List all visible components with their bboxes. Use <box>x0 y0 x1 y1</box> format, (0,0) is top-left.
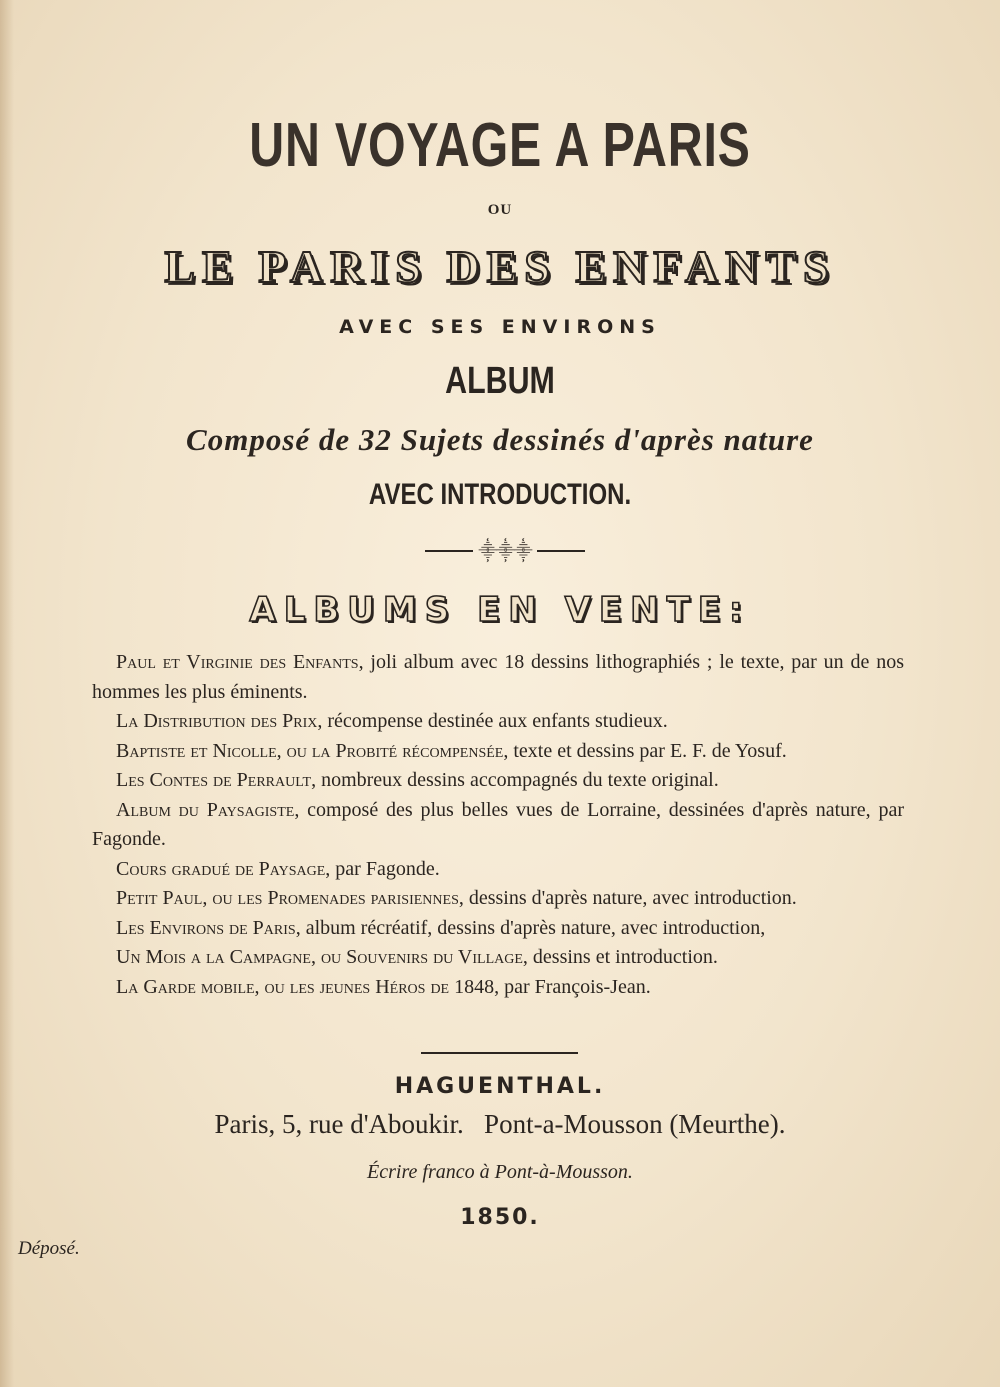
album-description: , récompense destinée aux enfants studieux. <box>317 710 668 732</box>
album-title: Les Environs de Paris <box>116 916 296 939</box>
album-entry <box>92 766 904 796</box>
divider-ornament <box>425 541 585 561</box>
album-entry <box>92 884 904 914</box>
introduction-label: AVEC INTRODUCTION. <box>368 478 632 511</box>
album-description: , texte et dessins par E. F. de Yosuf. <box>503 739 787 762</box>
album-description: , nombreux dessins accompagnés du texte original. <box>311 769 719 791</box>
title-line-3: AVEC SES ENVIRONS <box>339 316 661 338</box>
album-description: , album récréatif, dessins d'après nature, avec introduction, <box>295 916 766 939</box>
sale-heading: ALBUMS EN VENTE: <box>249 590 751 630</box>
write-note: Écrire franco à Pont-à-Mousson. <box>367 1161 633 1183</box>
title-line-2: LE PARIS DES ENFANTS <box>164 241 836 292</box>
album-title: Petit Paul, ou les Promenades parisiennes <box>116 887 459 909</box>
deposit-mark: Déposé. <box>18 1238 80 1259</box>
ornament-flourish: ⸎⸎⸎ <box>478 541 532 561</box>
album-title: Les Contes de Perrault <box>116 769 312 791</box>
separator-rule <box>421 1052 578 1054</box>
publication-year: 1850. <box>460 1205 540 1230</box>
albums-list <box>92 648 904 1002</box>
album-entry <box>92 973 904 1003</box>
composition-line: Composé de 32 Sujets dessinés d'après nature <box>186 422 814 457</box>
album-entry <box>92 796 904 855</box>
album-description: , par Fagonde. <box>325 857 440 880</box>
ornament-line-right <box>537 550 585 552</box>
album-entry <box>92 707 904 737</box>
album-entry <box>92 943 904 973</box>
album-title: Album du Paysagiste <box>116 798 295 821</box>
album-label: ALBUM <box>445 360 555 402</box>
album-entry <box>92 914 904 944</box>
album-title: Baptiste et Nicolle, ou la Probité récompensée <box>116 739 504 762</box>
album-description: , dessins et introduction. <box>522 946 718 968</box>
album-description: , dessins d'après nature, avec introduction. <box>458 887 797 909</box>
album-title: La Garde mobile, ou les jeunes Héros de 1848 <box>116 975 495 998</box>
album-description: , composé des plus belles vues de Lorraine, dessinées d'après nature, par Fagonde. <box>92 798 904 850</box>
album-title: Un Mois a la Campagne, ou Souvenirs du Village <box>116 946 523 968</box>
album-entry <box>92 648 904 707</box>
publisher-name: HAGUENTHAL. <box>394 1074 606 1099</box>
album-title: La Distribution des Prix <box>116 710 318 732</box>
title-conjunction: OU <box>487 202 513 218</box>
album-title: Paul et Virginie des Enfants <box>116 651 359 673</box>
album-entry <box>92 855 904 885</box>
title-line-1: UN VOYAGE A PARIS <box>249 111 751 180</box>
album-entry <box>92 737 904 767</box>
album-description: , par François-Jean. <box>494 975 651 998</box>
publisher-address: Paris, 5, rue d'Aboukir. Pont-a-Mousson (Meurthe). <box>214 1109 786 1139</box>
album-title: Cours gradué de Paysage <box>116 857 326 880</box>
ornament-line-left <box>425 550 473 552</box>
album-description: , joli album avec 18 dessins lithographiés ; le texte, par un de nos hommes les plus éminents. <box>92 651 904 703</box>
